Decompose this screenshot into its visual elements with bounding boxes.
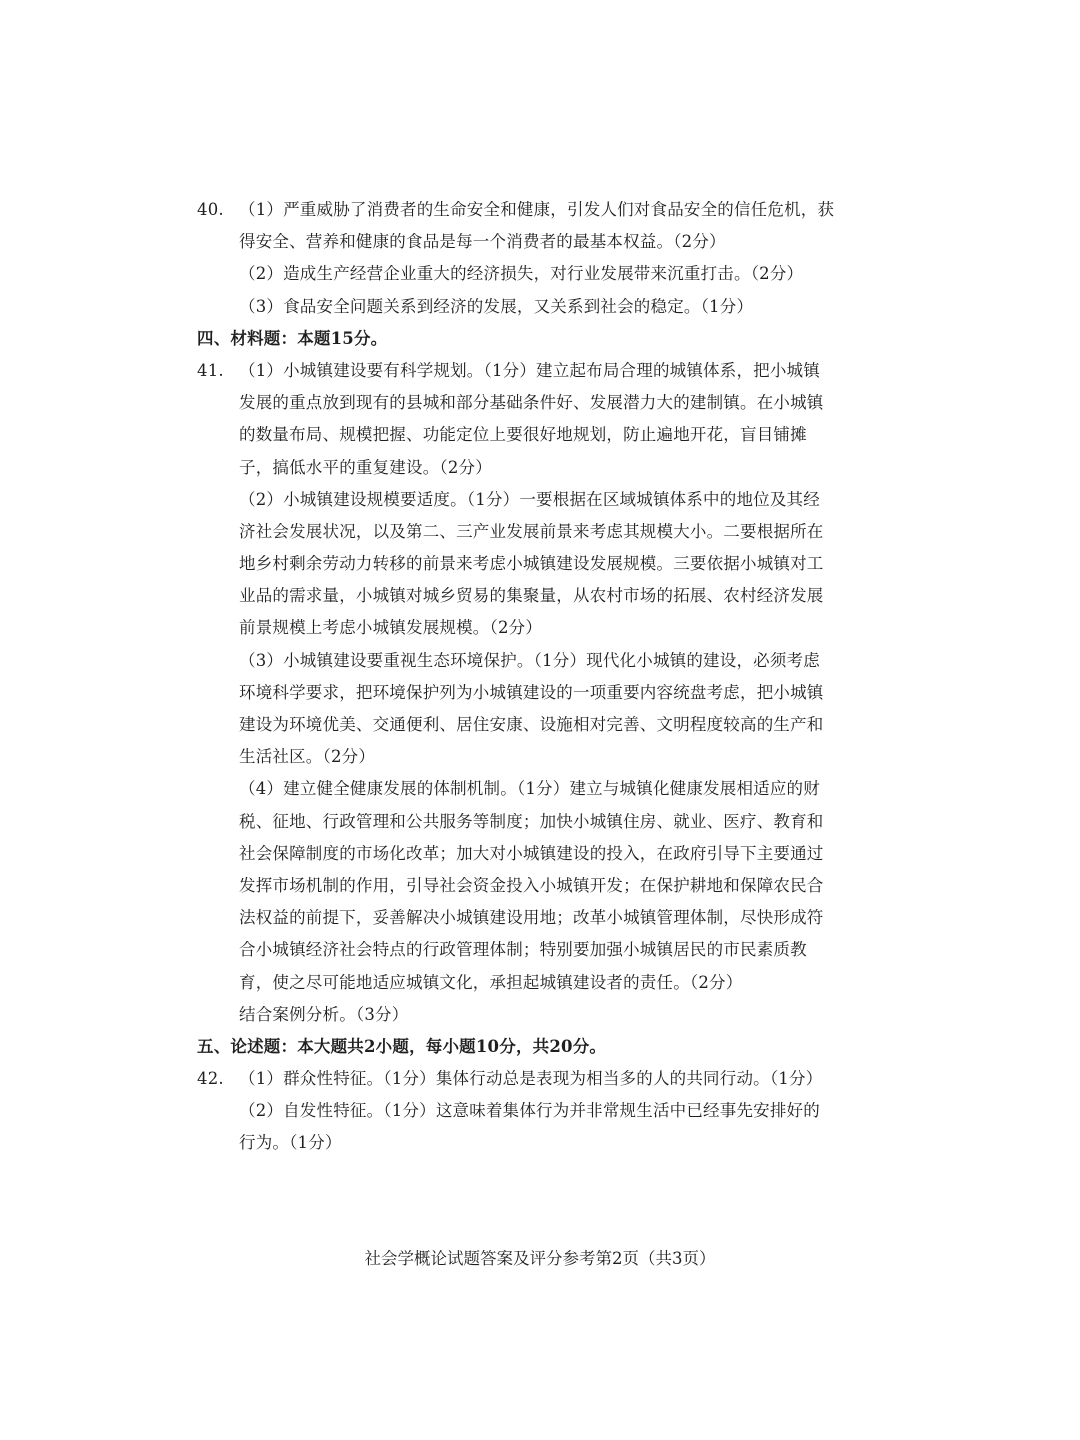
section-4-title: 四、材料题：本题15分。 — [197, 328, 388, 348]
q41-line: 发挥市场机制的作用，引导社会资金投入小城镇开发；在保护耕地和保障农民合 — [239, 875, 824, 895]
q41-line: （2）小城镇建设规模要适度。（1分）一要根据在区域城镇体系中的地位及其经 — [239, 489, 820, 509]
q41-line: 社会保障制度的市场化改革；加大对小城镇建设的投入，在政府引导下主要通过 — [239, 843, 824, 863]
q41-line: 济社会发展状况，以及第二、三产业发展前景来考虑其规模大小。二要根据所在 — [239, 521, 824, 541]
q41-line: 发展的重点放到现有的县城和部分基础条件好、发展潜力大的建制镇。在小城镇 — [239, 393, 824, 413]
q41-line: 地乡村剩余劳动力转移的前景来考虑小城镇建设发展规模。三要依据小城镇对工 — [239, 554, 824, 574]
q42-number: 42. — [197, 1069, 224, 1089]
q41-line: 的数量布局、规模把握、功能定位上要很好地规划，防止遍地开花，盲目铺摊 — [239, 425, 807, 445]
q41-line: 税、征地、行政管理和公共服务等制度；加快小城镇住房、就业、医疗、教育和 — [239, 811, 824, 831]
answer-content — [197, 194, 897, 1160]
q41-line: 前景规模上考虑小城镇发展规模。（2分） — [239, 618, 543, 638]
q41-line: 育，使之尽可能地适应城镇文化，承担起城镇建设者的责任。（2分） — [239, 972, 743, 992]
q42-text-1: （1）群众性特征。（1分）集体行动总是表现为相当多的人的共同行动。（1分） — [239, 1069, 823, 1089]
section-5-title: 五、论述题：本大题共2小题，每小题10分，共20分。 — [197, 1036, 607, 1056]
q41-line: （4）建立健全健康发展的体制机制。（1分）建立与城镇化健康发展相适应的财 — [239, 779, 820, 799]
q41-line: 建设为环境优美、交通便利、居住安康、设施相对完善、文明程度较高的生产和 — [239, 715, 824, 734]
q41-text-1: （1）小城镇建设要有科学规划。（1分）建立起布局合理的城镇体系，把小城镇 — [239, 360, 820, 380]
q41-line-1 — [197, 355, 897, 387]
q42-line-3: 行为。（1分） — [239, 1133, 342, 1153]
q41-line: 子，搞低水平的重复建设。（2分） — [239, 457, 492, 477]
q40-line-2: 得安全、营养和健康的食品是每一个消费者的最基本权益。（2分） — [239, 232, 726, 252]
q41-line: 结合案例分析。（3分） — [239, 1004, 409, 1024]
q41-number: 41. — [197, 360, 224, 380]
page-footer: 社会学概论试题答案及评分参考第2页（共3页） — [364, 1249, 716, 1268]
q40-line-4: （3）食品安全问题关系到经济的发展，又关系到社会的稳定。（1分） — [239, 296, 754, 316]
q41-line: 环境科学要求，把环境保护列为小城镇建设的一项重要内容统盘考虑，把小城镇 — [239, 682, 824, 702]
q40-line-1 — [197, 194, 897, 226]
q40-number: 40. — [197, 200, 224, 219]
q41-line: （3）小城镇建设要重视生态环境保护。（1分）现代化小城镇的建设，必须考虑 — [239, 650, 820, 670]
q41-line: 合小城镇经济社会特点的行政管理体制；特别要加强小城镇居民的市民素质教 — [239, 940, 807, 960]
q42-line-2: （2）自发性特征。（1分）这意味着集体行为并非常规生活中已经事先安排好的 — [239, 1101, 820, 1121]
q41-line: 法权益的前提下，妥善解决小城镇建设用地；改革小城镇管理体制，尽快形成符 — [239, 908, 824, 928]
q42-line-1 — [197, 1063, 897, 1095]
q40-text-1: （1）严重威胁了消费者的生命安全和健康，引发人们对食品安全的信任危机，获 — [239, 200, 835, 219]
q41-line: 生活社区。（2分） — [239, 747, 376, 767]
q41-line: 业品的需求量，小城镇对城乡贸易的集聚量，从农村市场的拓展、农村经济发展 — [239, 586, 824, 606]
q40-line-3: （2）造成生产经营企业重大的经济损失，对行业发展带来沉重打击。（2分） — [239, 264, 804, 284]
